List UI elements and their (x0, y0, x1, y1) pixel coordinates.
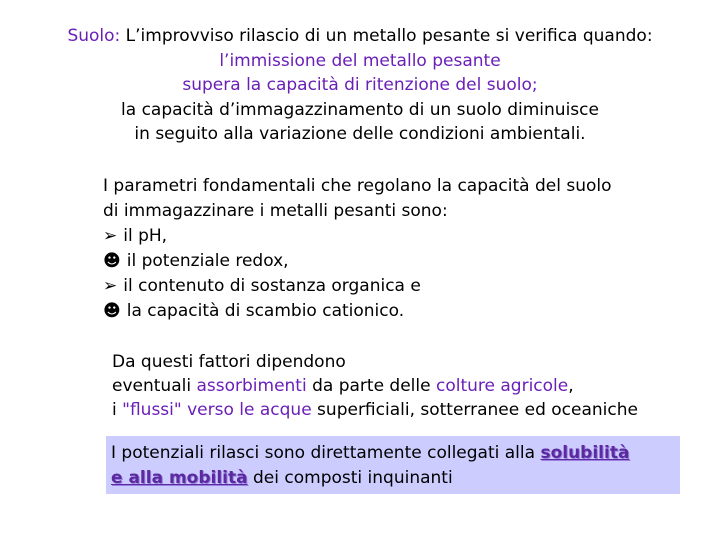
highlight-box (106, 436, 680, 494)
dependencies-line-2 (112, 374, 638, 398)
intro-line-5: in seguito alla variazione delle condizioni ambientali. (134, 124, 586, 144)
text-segment: , (568, 376, 574, 396)
smiley-bullet-icon: ☻ (103, 251, 121, 271)
dependencies-block (112, 350, 638, 422)
text-segment: dei composti inquinanti (247, 468, 453, 488)
parameters-line-1: I parametri fondamentali che regolano la capacità del suolo (103, 176, 612, 196)
colture-agricole-term: colture agricole (436, 376, 569, 396)
text-segment: eventuali (112, 376, 197, 396)
parameter-item (103, 224, 612, 249)
mobilita-term: e alla mobilità (111, 468, 248, 488)
parameter-item (103, 274, 612, 299)
parameter-item (103, 249, 612, 274)
parameter-text: il pH, (123, 226, 168, 246)
intro-line-1-text: L’improvviso rilascio di un metallo pesante si verifica quando: (120, 26, 653, 46)
text-segment: da parte delle (306, 376, 436, 396)
arrow-bullet-icon: ➢ (103, 276, 118, 296)
text-segment: i (112, 400, 123, 420)
solubilita-term: solubilità (540, 443, 630, 463)
parameter-text: il contenuto di sostanza organica e (123, 276, 421, 296)
parameters-line-2: di immagazzinare i metalli pesanti sono: (103, 201, 448, 221)
intro-block (30, 24, 690, 147)
intro-line-3: supera la capacità di ritenzione del suolo; (182, 75, 538, 95)
intro-line-2: l’immissione del metallo pesante (219, 50, 501, 71)
intro-line-4: la capacità d’immagazzinamento di un suolo diminuisce (121, 99, 599, 120)
flussi-term: "flussi" verso le acque (122, 400, 312, 420)
smiley-bullet-icon: ☻ (103, 301, 121, 321)
parameters-block (103, 174, 612, 324)
highlight-text (111, 441, 629, 491)
assorbimenti-term: assorbimenti (196, 376, 307, 396)
dependencies-line-3 (112, 398, 638, 422)
text-segment: superficiali, sotterranee ed oceaniche (311, 400, 638, 420)
parameter-item (103, 299, 612, 324)
intro-line-1 (30, 24, 690, 49)
text-segment: I potenziali rilasci sono direttamente collegati alla (111, 443, 541, 463)
arrow-bullet-icon: ➢ (103, 226, 118, 246)
parameter-text: la capacità di scambio cationico. (126, 301, 405, 321)
dependencies-line-1: Da questi fattori dipendono (112, 352, 346, 372)
intro-label: Suolo: (67, 26, 121, 46)
parameter-text: il potenziale redox, (126, 251, 289, 271)
